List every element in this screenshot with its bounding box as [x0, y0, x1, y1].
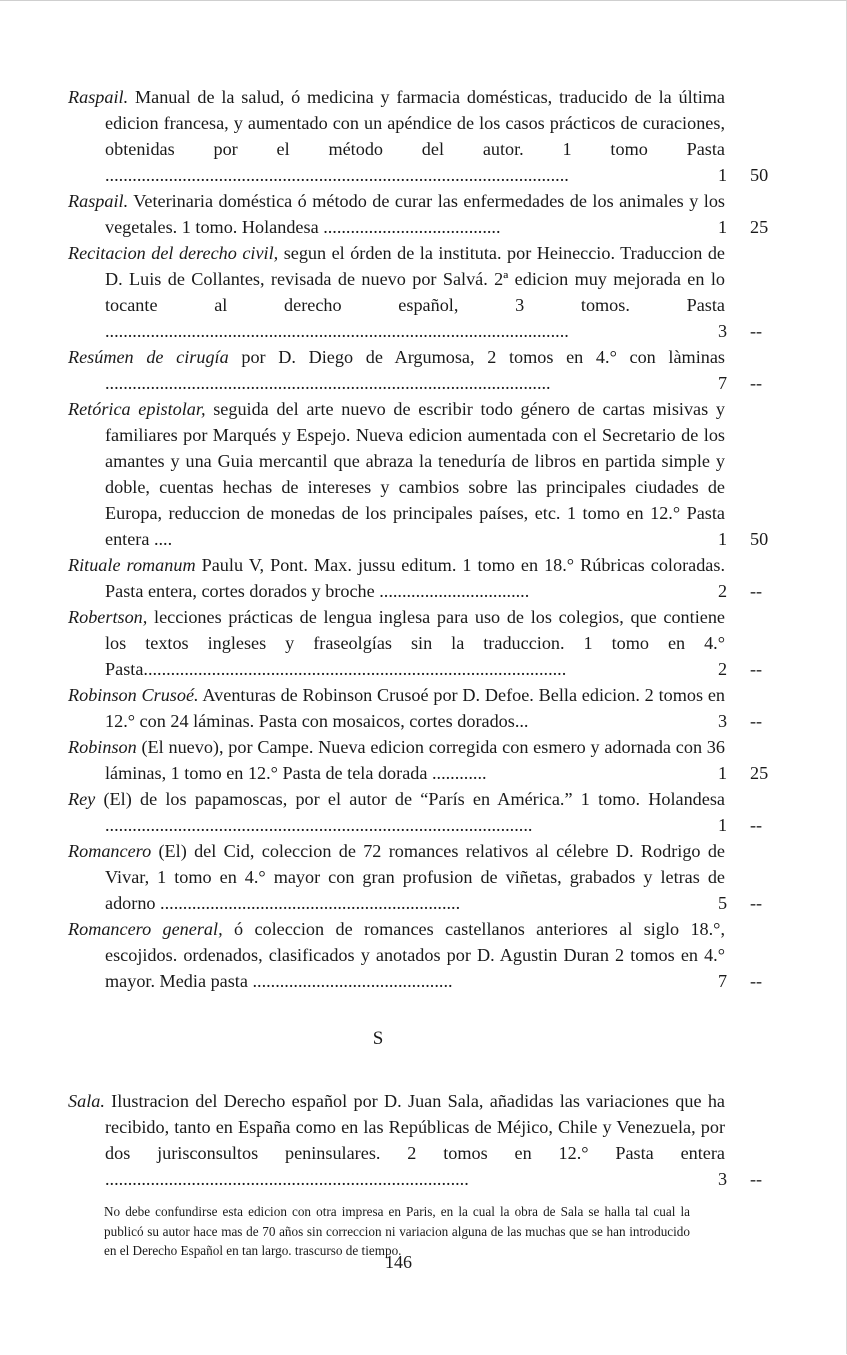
entry-title: Recitacion del derecho civil, — [68, 243, 279, 263]
catalog-entry — [68, 396, 778, 552]
page-number: 146 — [385, 1252, 412, 1272]
price-pesos: 3 — [718, 711, 728, 731]
entry-description: segun el órden de la instituta. por Heineccio. Traduccion de D. Luis de Collantes, revisada de nuevo por Salvá. 2ª edicion muy mejorada en lo tocante al derecho español, 3 tomos. Pasta ...................................................................................................... — [105, 243, 725, 341]
entry-price — [718, 968, 778, 994]
entry-description: Paulu V, Pont. Max. jussu editum. 1 tomo en 18.° Rúbricas coloradas. Pasta entera, cortes dorados y broche ................................. — [105, 555, 725, 601]
price-cents: 50 — [750, 529, 769, 549]
entry-description: (El nuevo), por Campe. Nueva edicion corregida con esmero y adornada con 36 láminas, 1 tomo en 12.° Pasta de tela dorada ............ — [105, 737, 725, 783]
entry-price — [718, 214, 778, 240]
entry-title: Robinson — [68, 737, 137, 757]
entry-price — [718, 526, 778, 552]
price-pesos: 5 — [718, 893, 728, 913]
entry-description: Aventuras de Robinson Crusoé por D. Defoe. Bella edicion. 2 tomos en 12.° con 24 láminas. Pasta con mosaicos, cortes dorados... — [105, 685, 725, 731]
entry-description: lecciones prácticas de lengua inglesa para uso de los colegios, que contiene los textos ingleses y fraseolgías sin la traduccion. 1 tomo en 4.° Pasta............................................................................................. — [105, 607, 725, 679]
entry-price — [718, 656, 778, 682]
entry-title: Resúmen de cirugía — [68, 347, 229, 367]
entry-description: por D. Diego de Argumosa, 2 tomos en 4.° con làminas .................................................................................................. — [105, 347, 726, 393]
catalog-entry — [68, 84, 778, 188]
entry-description: (El) del Cid, coleccion de 72 romances relativos al célebre D. Rodrigo de Vivar, 1 tomo en 4.° mayor con gran profusion de viñetas, grabados y letras de adorno .................................................................. — [105, 841, 725, 913]
catalog-entry — [68, 682, 778, 734]
entry-title: Romancero general, — [68, 919, 223, 939]
price-cents: 25 — [750, 763, 769, 783]
price-pesos: 7 — [718, 373, 728, 393]
entry-price — [718, 370, 778, 396]
entry-price — [718, 162, 778, 188]
entry-title: Sala. — [68, 1091, 105, 1111]
price-pesos: 1 — [718, 763, 728, 783]
catalog-entry — [68, 552, 778, 604]
entry-description: Ilustracion del Derecho español por D. Juan Sala, añadidas las variaciones que ha recibido, tanto en España como en las Repúblicas de Méjico, Chile y Venezuela, por dos jurisconsultos peninsulares. 2 tomos en 12.° Pasta entera ................................................................................ — [104, 1091, 725, 1189]
price-pesos: 1 — [718, 529, 728, 549]
entry-title: Robinson Crusoé. — [68, 685, 199, 705]
catalog-entry — [68, 1088, 778, 1192]
entry-title: Retórica epistolar, — [68, 399, 206, 419]
price-cents: -- — [750, 711, 763, 731]
entry-description: seguida del arte nuevo de escribir todo género de cartas misivas y familiares por Marqués y Espejo. Nueva edicion aumentada con el Secretario de los amantes y una Guia mercantil que abraza la teneduría de libros en partida simple y doble, cuentas hechas de intereses y cambios sobre las principales ciudades de Europa, reduccion de monedas de los principales países, etc. 1 tomo en 12.° Pasta entera .... — [105, 399, 725, 549]
price-cents: -- — [750, 373, 763, 393]
entry-description: Veterinaria doméstica ó método de curar las enfermedades de los animales y los vegetales. 1 tomo. Holandesa ....................................... — [105, 191, 725, 237]
entry-title: Raspail. — [68, 191, 129, 211]
entry-price — [718, 760, 778, 786]
section-letter: S — [372, 1028, 384, 1049]
price-pesos: 3 — [718, 321, 728, 341]
price-cents: -- — [750, 321, 763, 341]
entry-description: ó coleccion de romances castellanos anteriores al siglo 18.°, escojidos. ordenados, clasificados y anotados por D. Agustin Duran 2 tomos en 4.° mayor. Media pasta ............................................ — [105, 919, 726, 991]
entry-title: Rey — [68, 789, 96, 809]
entry-price — [718, 812, 778, 838]
entries-r — [68, 84, 778, 994]
catalog-entry — [68, 604, 778, 682]
price-cents: -- — [750, 659, 763, 679]
catalog-entry — [68, 240, 778, 344]
entry-price — [718, 890, 778, 916]
price-pesos: 1 — [718, 815, 728, 835]
entry-price — [718, 578, 778, 604]
price-pesos: 7 — [718, 971, 728, 991]
entry-price — [718, 1166, 778, 1192]
entry-title: Robertson, — [68, 607, 148, 627]
entry-title: Romancero — [68, 841, 152, 861]
price-cents: -- — [750, 893, 763, 913]
price-pesos: 1 — [718, 165, 728, 185]
price-pesos: 1 — [718, 217, 728, 237]
price-cents: -- — [750, 815, 763, 835]
price-cents: -- — [750, 581, 763, 601]
entries-s — [68, 1088, 778, 1192]
price-cents: 50 — [750, 165, 769, 185]
price-cents: -- — [750, 1169, 763, 1189]
price-pesos: 2 — [718, 581, 728, 601]
entry-title: Rituale romanum — [68, 555, 196, 575]
entry-description: (El) de los papamoscas, por el autor de “París en América.” 1 tomo. Holandesa .............................................................................................. — [95, 789, 725, 835]
price-pesos: 3 — [718, 1169, 728, 1189]
price-cents: 25 — [750, 217, 769, 237]
catalog-entry — [68, 344, 778, 396]
catalog-entry — [68, 838, 778, 916]
entry-title: Raspail. — [68, 87, 129, 107]
entry-price — [718, 318, 778, 344]
entry-price — [718, 708, 778, 734]
entry-description: Manual de la salud, ó medicina y farmacia domésticas, traducido de la última edicion francesa, y aumentado con un apéndice de los casos prácticos de curaciones, obtenidas por el método del autor. 1 tomo Pasta ...................................................................................................... — [105, 87, 725, 185]
catalog-entry — [68, 786, 778, 838]
footnote: No debe confundirse esta edicion con otra impresa en Paris, en la cual la obra de Sala se halla tal cual la publicó su autor hace mas de 70 años sin correccion ni variacion alguna de las muchas que se han introducido en el Derecho Español en tan largo. trascurso de tiempo. — [104, 1204, 690, 1258]
price-pesos: 2 — [718, 659, 728, 679]
catalog-page — [68, 84, 778, 1261]
catalog-entry — [68, 916, 778, 994]
catalog-entry — [68, 734, 778, 786]
catalog-entry — [68, 188, 778, 240]
price-cents: -- — [750, 971, 763, 991]
